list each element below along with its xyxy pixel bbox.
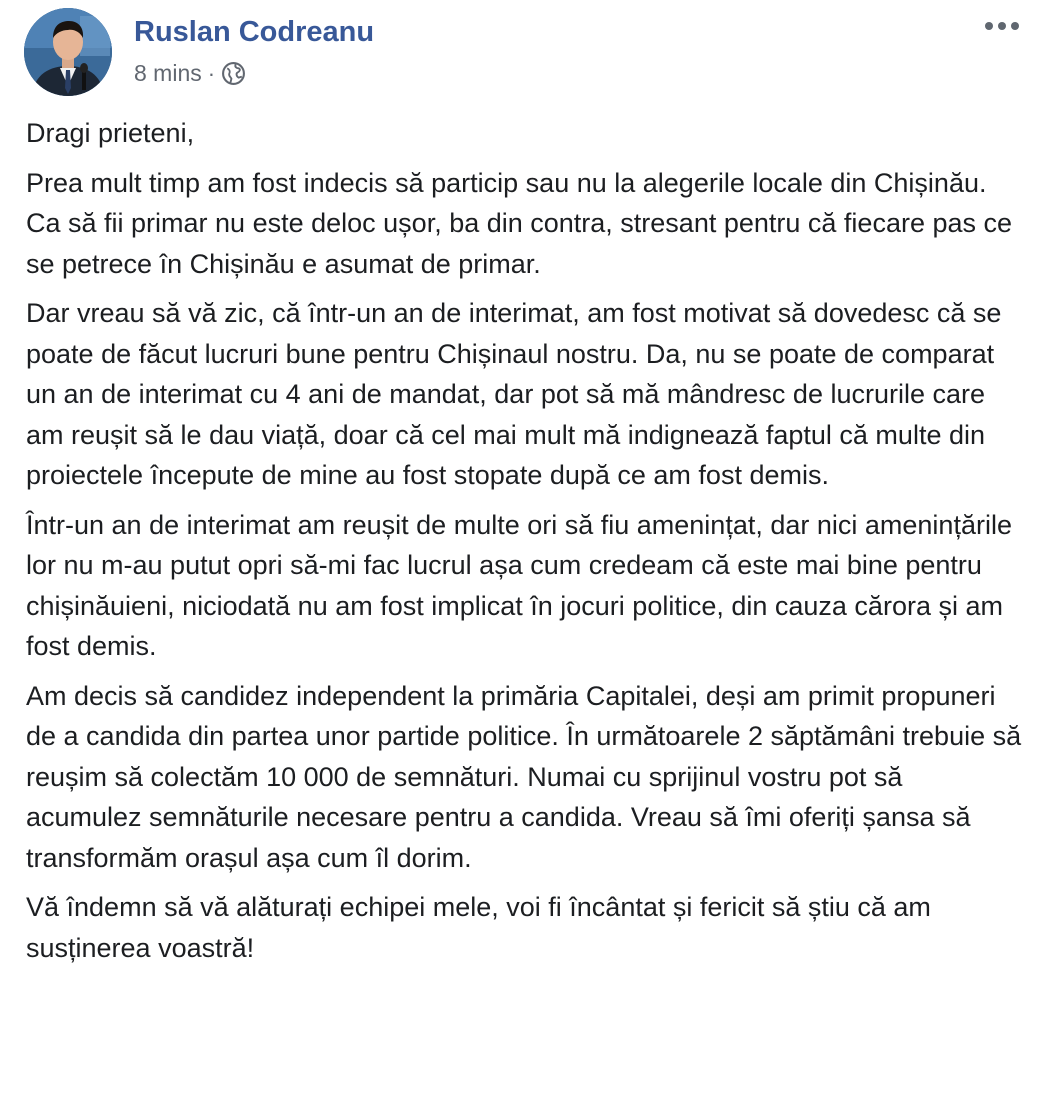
post-paragraph: Am decis să candidez independent la primăria Capitalei, deși am primit propuneri de a candida din partea unor partide politice. În următoarele 2 săptămâni trebuie să reușim să colectăm 10 000 de semnături. Numai cu sprijinul vostru pot să acumulez semnăturile necesare pentru a candida. Vreau să îmi oferiți șansa să transformăm orașul așa cum îl dorim. bbox=[26, 680, 1022, 873]
post-paragraph: Într-un an de interimat am reușit de multe ori să fiu amenințat, dar nici amenințările lor nu m-au putut opri să-mi fac lucrul așa cum credeam că este mai bine pentru chișinăuieni, niciodată nu am fost implicat în jocuri politice, din cauza cărora și am fost demis. bbox=[26, 509, 1012, 661]
post-text bbox=[26, 113, 1022, 977]
post-meta bbox=[134, 60, 246, 87]
meta-separator: · bbox=[207, 60, 216, 86]
post-paragraph: Prea mult timp am fost indecis să particip sau nu la alegerile locale din Chișinău. Ca să fii primar nu este deloc ușor, ba din contra, stresant pentru că fiecare pas ce se petrece în Chișinău e asumat de primar. bbox=[26, 167, 1013, 279]
post-paragraph: Dragi prieteni, bbox=[26, 118, 195, 148]
more-options-icon[interactable] bbox=[982, 14, 1022, 38]
post-paragraph: Vă îndemn să vă alăturați echipei mele, voi fi încântat și fericit să știu că am susținerea voastră! bbox=[26, 892, 931, 963]
post-paragraph: Dar vreau să vă zic, că într-un an de interimat, am fost motivat să dovedesc că se poate de făcut lucruri bune pentru Chișinaul nostru. Da, nu se poate de comparat un an de interimat cu 4 ani de mandat, dar pot să mă mândresc de lucrurile care am reușit să le dau viață, doar că cel mai mult mă indignează faptul că multe din proiectele începute de mine au fost stopate după ce am fost demis. bbox=[26, 298, 1002, 490]
post-timestamp[interactable]: 8 mins bbox=[134, 60, 202, 86]
post-header bbox=[24, 8, 1024, 98]
profile-photo bbox=[24, 8, 112, 96]
avatar[interactable] bbox=[24, 8, 112, 96]
author-name[interactable]: Ruslan Codreanu bbox=[134, 16, 375, 48]
globe-icon[interactable] bbox=[221, 61, 246, 86]
